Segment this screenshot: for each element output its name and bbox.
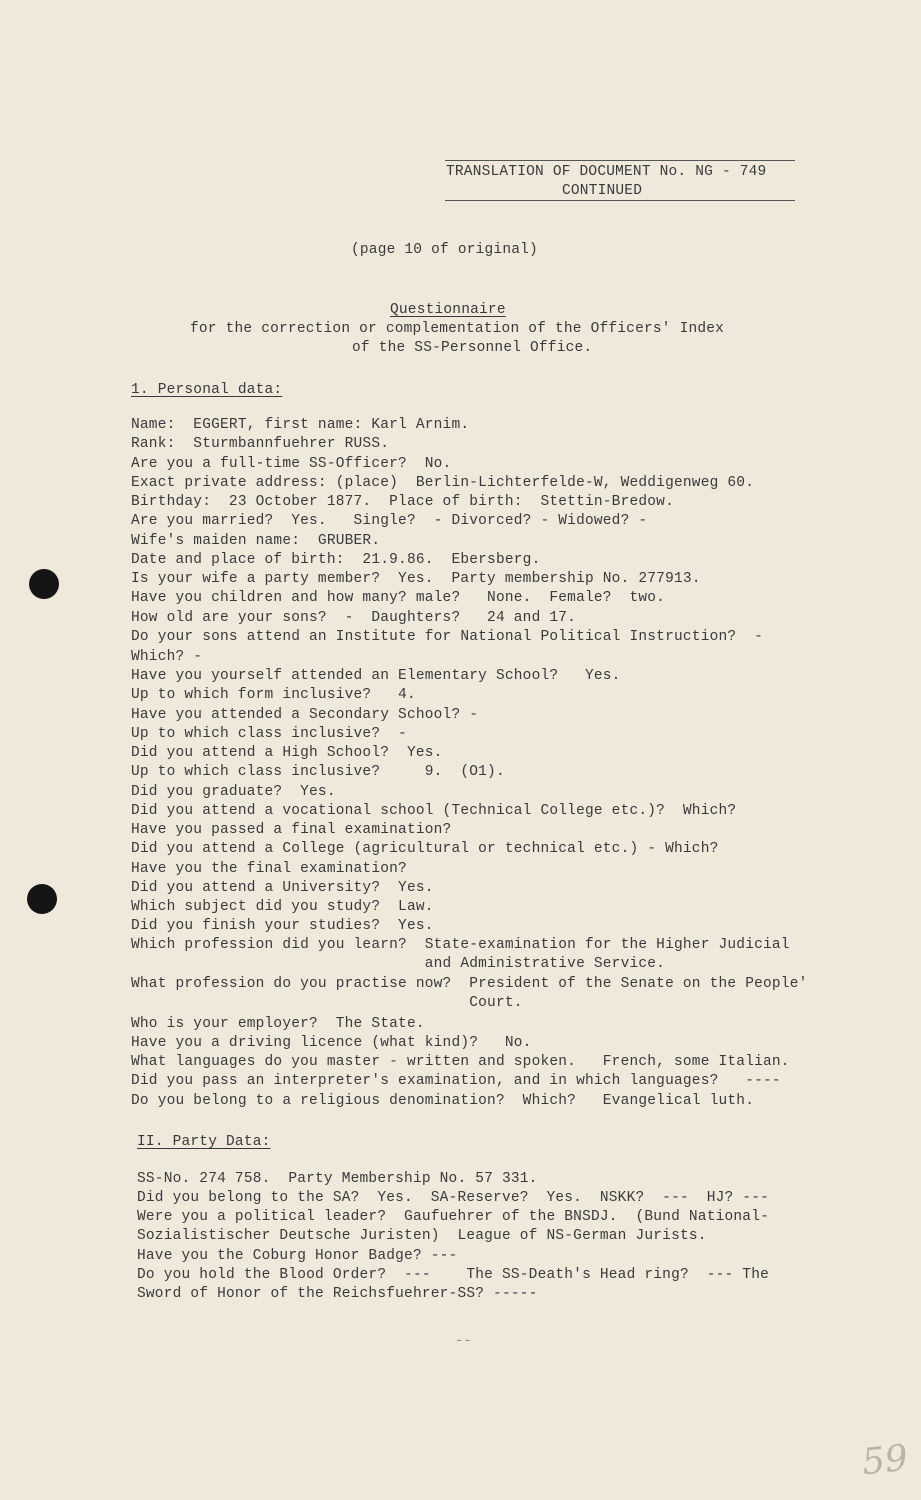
- header-rule-bottom: [445, 200, 795, 201]
- section2-line: Sozialistischer Deutsche Juristen) League of NS-German Jurists.: [137, 1228, 707, 1244]
- section1-line: Date and place of birth: 21.9.86. Ebersberg.: [131, 552, 541, 568]
- section1-line: Exact private address: (place) Berlin-Lichterfelde-W, Weddigenweg 60.: [131, 475, 755, 491]
- section1-line: Up to which class inclusive? 9. (O1).: [131, 764, 505, 780]
- header-line-2: CONTINUED: [562, 183, 643, 199]
- section1-line: Which? -: [131, 649, 203, 665]
- section1-line: Are you a full-time SS-Officer? No.: [131, 456, 452, 472]
- section1-line: Who is your employer? The State.: [131, 1016, 425, 1032]
- handwritten-page-number: 59: [859, 1437, 910, 1484]
- section1-line: Did you graduate? Yes.: [131, 784, 336, 800]
- section1-line: Name: EGGERT, first name: Karl Arnim.: [131, 417, 470, 433]
- section1-line: What languages do you master - written and spoken. French, some Italian.: [131, 1054, 790, 1070]
- section2-line: Sword of Honor of the Reichsfuehrer-SS? -----: [137, 1286, 538, 1302]
- section1-line: Did you attend a High School? Yes.: [131, 745, 443, 761]
- section2-line: Have you the Coburg Honor Badge? ---: [137, 1248, 458, 1264]
- section1-line: Up to which class inclusive? -: [131, 726, 407, 742]
- section1-line: Have you attended a Secondary School? -: [131, 707, 479, 723]
- section1-line: Which profession did you learn? State-examination for the Higher Judicial: [131, 937, 790, 953]
- section1-line: Have you passed a final examination?: [131, 822, 452, 838]
- section2-line: Do you hold the Blood Order? --- The SS-Death's Head ring? --- The: [137, 1267, 770, 1283]
- section1-line: and Administrative Service.: [131, 956, 666, 972]
- section1-line: Did you pass an interpreter's examination, and in which languages? ----: [131, 1073, 781, 1089]
- title-line-1: for the correction or complementation of the Officers' Index: [190, 321, 725, 337]
- section1-line: Did you attend a University? Yes.: [131, 880, 434, 896]
- section1-line: Have you a driving licence (what kind)? No.: [131, 1035, 532, 1051]
- section1-line: Have you yourself attended an Elementary School? Yes.: [131, 668, 621, 684]
- section1-line: Have you children and how many? male? None. Female? two.: [131, 590, 666, 606]
- section1-line: Do you belong to a religious denomination? Which? Evangelical luth.: [131, 1093, 755, 1109]
- section1-line: How old are your sons? - Daughters? 24 and 17.: [131, 610, 577, 626]
- section1-line: Did you attend a vocational school (Technical College etc.)? Which?: [131, 803, 737, 819]
- punch-hole-bottom: [27, 884, 57, 914]
- title-line-2: of the SS-Personnel Office.: [352, 340, 593, 356]
- section1-line: Is your wife a party member? Yes. Party membership No. 277913.: [131, 571, 701, 587]
- header-rule-top: [445, 160, 795, 161]
- section1-line: Did you attend a College (agricultural or technical etc.) - Which?: [131, 841, 719, 857]
- section1-line: Rank: Sturmbannfuehrer RUSS.: [131, 436, 390, 452]
- footer-mark: --: [455, 1333, 472, 1349]
- section2-line: Did you belong to the SA? Yes. SA-Reserve? Yes. NSKK? --- HJ? ---: [137, 1190, 770, 1206]
- section1-line: Court.: [131, 995, 523, 1011]
- section1-line: Which subject did you study? Law.: [131, 899, 434, 915]
- section1-line: What profession do you practise now? President of the Senate on the People': [131, 976, 808, 992]
- section1-line: Birthday: 23 October 1877. Place of birth: Stettin-Bredow.: [131, 494, 674, 510]
- title-heading: Questionnaire: [390, 302, 506, 318]
- punch-hole-top: [29, 569, 59, 599]
- section1-line: Wife's maiden name: GRUBER.: [131, 533, 381, 549]
- section2-line: Were you a political leader? Gaufuehrer of the BNSDJ. (Bund National-: [137, 1209, 770, 1225]
- section1-line: Up to which form inclusive? 4.: [131, 687, 416, 703]
- section1-heading: 1. Personal data:: [131, 382, 283, 398]
- section2-line: SS-No. 274 758. Party Membership No. 57 331.: [137, 1171, 538, 1187]
- section1-line: Do your sons attend an Institute for National Political Instruction? -: [131, 629, 764, 645]
- page-note: (page 10 of original): [351, 242, 538, 258]
- section1-line: Have you the final examination?: [131, 861, 407, 877]
- header-line-1: TRANSLATION OF DOCUMENT No. NG - 749: [446, 164, 767, 180]
- section2-heading: II. Party Data:: [137, 1134, 271, 1150]
- section1-line: Did you finish your studies? Yes.: [131, 918, 434, 934]
- section1-line: Are you married? Yes. Single? - Divorced? - Widowed? -: [131, 513, 648, 529]
